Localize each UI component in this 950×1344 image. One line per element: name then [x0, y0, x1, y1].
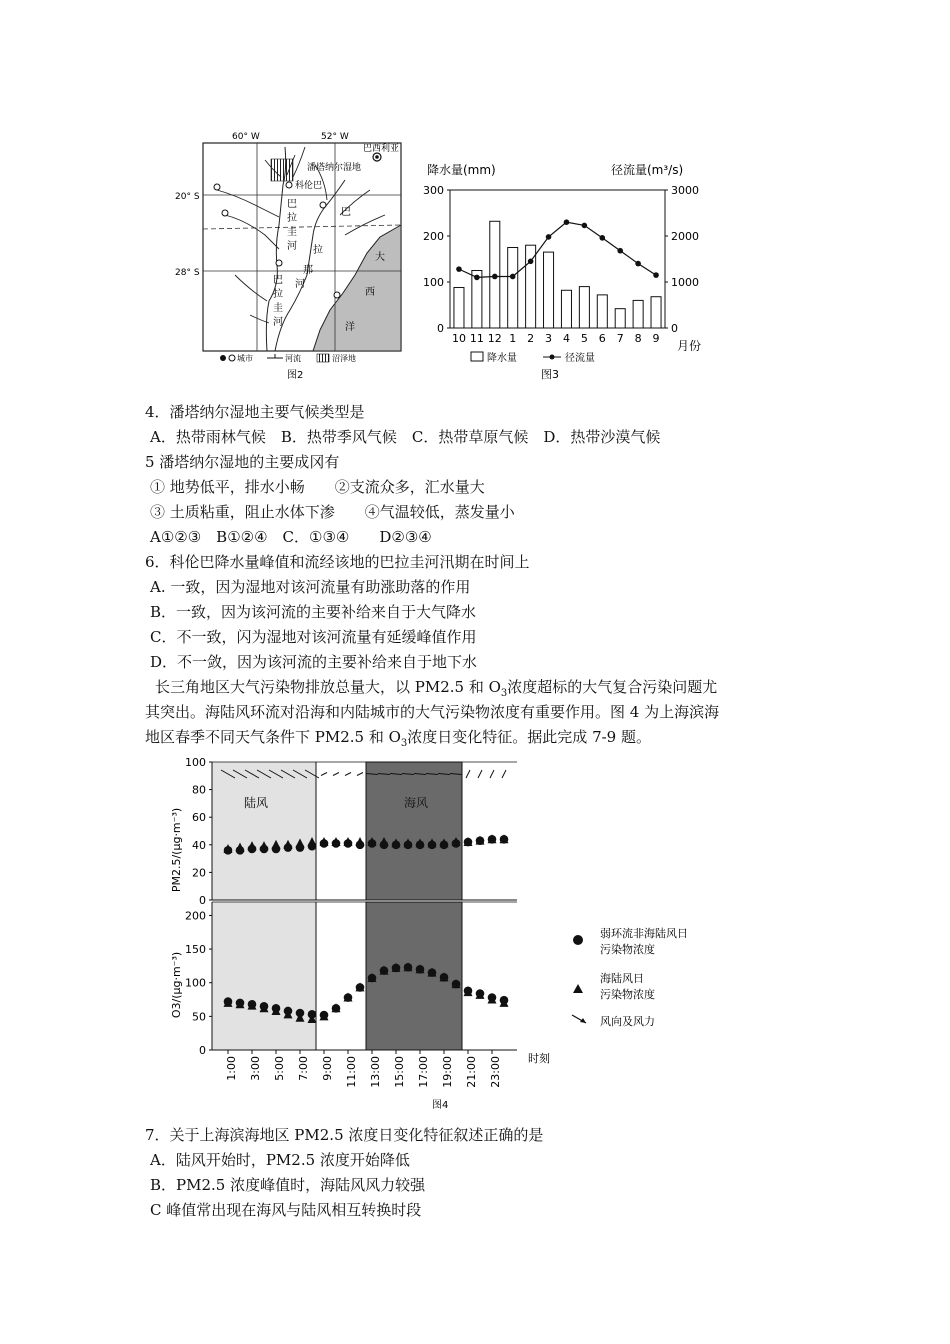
circle-point	[500, 835, 509, 844]
circle-point	[284, 843, 293, 852]
river-char: 巴	[273, 275, 283, 286]
circle-point	[380, 841, 389, 850]
circle-point	[476, 989, 485, 998]
circle-point	[260, 1002, 269, 1011]
fig3-rain-bar	[526, 245, 536, 328]
x-tick-label: 23:00	[489, 1056, 502, 1088]
circle-point	[404, 963, 413, 972]
river-char: 拉	[273, 289, 283, 300]
intro-subscript: 3	[500, 688, 508, 699]
river-char: 河	[273, 317, 283, 328]
fig3-x-tick-label: 11	[469, 332, 484, 345]
q5-statements-1: ① 地势低平，排水小畅 ②支流众多，汇水量大	[150, 478, 485, 496]
wind-arrow	[345, 773, 351, 776]
q4-options: A．热带雨林气候 B．热带季风气候 C．热带草原气候 D．热带沙漠气候	[150, 428, 661, 446]
fig3-rain-bar	[454, 288, 464, 328]
intro-line-2: 其突出。海陆风环流对沿海和内陆城市的大气污染物浓度有重要作用。图 4 为上海滨海	[145, 703, 720, 721]
y-tick-label: 60	[192, 811, 206, 825]
fig3-runoff-point	[510, 274, 516, 280]
o3-axis-title: O3/(μg·m⁻³)	[170, 951, 183, 1019]
fig3-runoff-point	[528, 259, 534, 265]
wind-arrow	[502, 770, 506, 778]
fig3-left-axis-title: 降水量(mm)	[427, 163, 496, 177]
q7-option-a: A．陆风开始时，PM2.5 浓度开始降低	[150, 1151, 410, 1169]
fig3-legend-rain: 降水量	[487, 353, 517, 364]
fig3-left-tick-label: 200	[423, 230, 444, 243]
fig3-runoff-point	[474, 275, 480, 281]
circle-point	[272, 1004, 281, 1013]
y-tick-label: 40	[192, 838, 206, 852]
circle-point	[320, 1011, 329, 1020]
x-tick-label: 9:00	[321, 1056, 334, 1081]
x-tick-label: 19:00	[441, 1056, 454, 1088]
y-tick-label: 0	[199, 894, 206, 907]
circle-point	[392, 964, 401, 973]
circle-point	[296, 1009, 305, 1018]
wind-arrow	[478, 770, 482, 778]
y-tick-label: 50	[192, 1010, 206, 1024]
fig3-left-tick-label: 0	[437, 322, 444, 335]
river-char: 拉	[313, 245, 323, 256]
fig3-rain-bar	[651, 297, 661, 328]
x-tick-label: 1:00	[225, 1056, 238, 1081]
circle-point	[356, 841, 365, 850]
y-tick-label: 20	[192, 866, 206, 880]
circle-point	[260, 845, 269, 854]
ocean-char: 大	[375, 252, 385, 263]
q6-option-c: C．不一致，闪为湿地对该河流量有延缓峰值作用	[150, 628, 477, 646]
brasilia-label: 巴西利亚	[363, 144, 400, 154]
circle-point	[440, 841, 449, 850]
circle-point	[476, 836, 485, 845]
fig3-x-tick-label: 8	[634, 332, 642, 345]
circle-point	[380, 966, 389, 975]
circle-point	[440, 973, 449, 982]
fig3-x-tick-label: 12	[487, 332, 502, 345]
legend-circle-line1: 弱环流非海陆风日	[600, 927, 688, 940]
fig3-x-tick-label: 4	[562, 332, 570, 345]
q6-stem: 6．科伦巴降水量峰值和流经该地的巴拉圭河汛期在时间上	[145, 553, 530, 571]
figure-2-caption: 图2	[287, 370, 304, 381]
circle-point	[416, 965, 425, 974]
y-tick-label: 100	[185, 976, 206, 990]
q6-option-b: B．一致，因为该河流的主要补给来自于大气降水	[150, 603, 477, 621]
figure-4-caption: 图4	[432, 1100, 449, 1111]
figure-4-chart	[160, 750, 730, 1120]
legend-marsh-label: 沼泽地	[332, 354, 356, 363]
wetland-label: 潘塔纳尔湿地	[307, 163, 362, 173]
wetland-hatch	[271, 159, 293, 181]
intro-line-1	[155, 677, 717, 704]
circle-point	[404, 841, 413, 850]
lat-label-2: 28° S	[175, 268, 200, 278]
circle-point	[344, 839, 353, 848]
wind-arrow	[357, 773, 363, 776]
wind-arrow	[466, 770, 470, 778]
river-char: 圭	[287, 227, 297, 238]
ocean-char: 西	[365, 287, 375, 298]
ocean-char: 洋	[345, 322, 355, 333]
sea-wind-shading	[366, 762, 462, 900]
legend-triangle-line2: 污染物浓度	[600, 988, 655, 1001]
land-wind-shading	[212, 902, 316, 1050]
fig4-x-axis-title: 时刻	[528, 1052, 550, 1065]
circle-point	[452, 980, 461, 989]
legend-circle-line2: 污染物浓度	[600, 943, 655, 956]
fig3-rain-bar	[579, 287, 589, 328]
y-tick-label: 100	[185, 756, 206, 769]
x-tick-label: 7:00	[297, 1056, 310, 1081]
fig3-right-tick-label: 0	[671, 322, 678, 335]
fig3-runoff-point	[456, 266, 462, 272]
x-tick-label: 11:00	[345, 1056, 358, 1088]
city-label-corumba: 科伦巴	[295, 181, 323, 191]
fig3-runoff-point	[582, 223, 588, 229]
fig3-runoff-point	[599, 235, 605, 241]
circle-point	[236, 846, 245, 855]
wind-arrow	[321, 773, 327, 776]
fig3-right-tick-label: 1000	[671, 276, 699, 289]
fig3-x-tick-label: 7	[616, 332, 624, 345]
figure-2-map	[175, 125, 415, 385]
circle-point	[332, 1004, 341, 1013]
circle-point	[500, 996, 509, 1005]
fig3-runoff-point	[635, 261, 641, 267]
q5-options: A①②③ B①②④ C．①③④ D②③④	[150, 528, 432, 546]
circle-point	[368, 839, 377, 848]
intro-text: 浓度超标的大气复合污染问题尤	[507, 678, 718, 696]
x-tick-label: 5:00	[273, 1056, 286, 1081]
legend-arrow-label: 风向及风力	[600, 1015, 655, 1028]
fig3-right-axis-title: 径流量(m³/s)	[611, 163, 684, 177]
q7-option-c: C 峰值常出现在海风与陆风相互转换时段	[150, 1201, 422, 1219]
q7-option-b: B．PM2.5 浓度峰值时，海陆风风力较强	[150, 1176, 426, 1194]
fig3-x-tick-label: 10	[451, 332, 466, 345]
fig3-runoff-point	[492, 274, 498, 280]
x-tick-label: 13:00	[369, 1056, 382, 1088]
river-char: 河	[287, 241, 297, 252]
river-char: 圭	[273, 303, 283, 314]
fig3-x-tick-label: 3	[545, 332, 553, 345]
river-char: 巴	[341, 207, 351, 218]
circle-point	[296, 843, 305, 852]
circle-point	[464, 987, 473, 996]
figure-3-caption: 图3	[541, 368, 559, 381]
fig3-x-axis-title: 月份	[677, 339, 702, 353]
circle-point	[332, 839, 341, 848]
legend-river-label: 河流	[285, 354, 301, 363]
circle-point	[248, 845, 257, 854]
q6-option-d: D．不一敛，因为该河流的主要补给来自于地下水	[150, 653, 478, 671]
fig3-rain-bar	[544, 252, 554, 328]
lon-label-2: 52° W	[321, 132, 349, 142]
q5-statements-2: ③ 土质粘重，阻止水体下渗 ④气温较低，蒸发量小	[150, 503, 515, 521]
fig3-rain-bar	[633, 300, 643, 328]
river-char: 拉	[287, 213, 297, 224]
circle-point	[308, 842, 317, 851]
circle-point	[452, 839, 461, 848]
fig3-rain-bar	[597, 295, 607, 328]
circle-point	[236, 999, 245, 1008]
x-tick-label: 15:00	[393, 1056, 406, 1088]
circle-point	[428, 968, 437, 977]
fig3-left-tick-label: 300	[423, 184, 444, 197]
x-tick-label: 21:00	[465, 1056, 478, 1088]
fig3-right-tick-label: 3000	[671, 184, 699, 197]
circle-point	[248, 1000, 257, 1009]
fig4-legend	[572, 926, 688, 1028]
q6-option-a: A. 一致，因为湿地对该河流量有助涨助落的作用	[150, 578, 471, 596]
fig3-legend-runoff: 径流量	[565, 353, 595, 364]
y-tick-label: 0	[199, 1044, 206, 1057]
circle-point	[488, 993, 497, 1002]
fig3-rain-bar	[615, 309, 625, 328]
figure-3-chart	[415, 150, 715, 385]
circle-point	[344, 993, 353, 1002]
river-char: 巴	[287, 199, 297, 210]
circle-point	[464, 838, 473, 847]
river-char: 那	[303, 265, 313, 276]
wind-arrow	[490, 770, 494, 778]
fig3-runoff-point	[564, 219, 570, 225]
circle-point	[416, 841, 425, 850]
circle-point	[308, 1010, 317, 1019]
intro-text: 长三角地区大气污染物排放总量大，以 PM2.5 和 O	[155, 678, 501, 696]
circle-point	[392, 841, 401, 850]
fig3-legend	[471, 351, 595, 364]
fig3-runoff-point	[546, 234, 552, 240]
fig3-x-tick-label: 6	[598, 332, 606, 345]
fig3-left-tick-label: 100	[423, 276, 444, 289]
y-tick-label: 200	[185, 909, 206, 923]
sea-wind-label: 海风	[404, 796, 429, 810]
intro-subscript: 3	[400, 738, 408, 749]
fig3-rain-bar	[561, 290, 571, 328]
q7-stem: 7．关于上海滨海地区 PM2.5 浓度日变化特征叙述正确的是	[145, 1126, 544, 1144]
fig3-rain-bar	[508, 248, 518, 329]
river-char: 河	[295, 279, 305, 290]
y-tick-label: 80	[192, 783, 206, 797]
fig3-x-tick-label: 1	[509, 332, 517, 345]
fig3-x-tick-label: 2	[527, 332, 535, 345]
pm25-axis-title: PM2.5/(μg·m⁻³)	[170, 807, 183, 893]
circle-point	[368, 974, 377, 983]
circle-point	[224, 846, 233, 855]
x-tick-label: 17:00	[417, 1056, 430, 1088]
y-tick-label: 150	[185, 943, 206, 957]
x-tick-label: 3:00	[249, 1056, 262, 1081]
circle-point	[428, 841, 437, 850]
circle-point	[224, 997, 233, 1006]
intro-text: 浓度日变化特征。据此完成 7-9 题。	[407, 728, 651, 746]
land-wind-label: 陆风	[244, 796, 269, 810]
lat-label-1: 20° S	[175, 192, 200, 202]
circle-point	[320, 839, 329, 848]
fig3-x-tick-label: 9	[652, 332, 660, 345]
circle-point	[488, 835, 497, 844]
circle-point	[284, 1007, 293, 1016]
wind-arrow	[333, 773, 339, 776]
land-wind-shading	[212, 762, 316, 900]
legend-triangle-line1: 海陆风日	[600, 972, 644, 985]
q5-stem: 5 潘塔纳尔湿地的主要成冈有	[145, 453, 340, 471]
intro-text: 地区春季不同天气条件下 PM2.5 和 O	[145, 728, 401, 746]
fig3-runoff-point	[653, 272, 659, 278]
map-legend	[220, 353, 356, 363]
circle-point	[356, 983, 365, 992]
q4-stem: 4．潘塔纳尔湿地主要气候类型是	[145, 403, 365, 421]
circle-point	[272, 845, 281, 854]
fig3-x-tick-label: 5	[580, 332, 588, 345]
lon-label-1: 60° W	[232, 132, 260, 142]
legend-city-label: 城市	[237, 354, 253, 363]
fig3-runoff-point	[617, 248, 623, 254]
fig3-right-tick-label: 2000	[671, 230, 699, 243]
